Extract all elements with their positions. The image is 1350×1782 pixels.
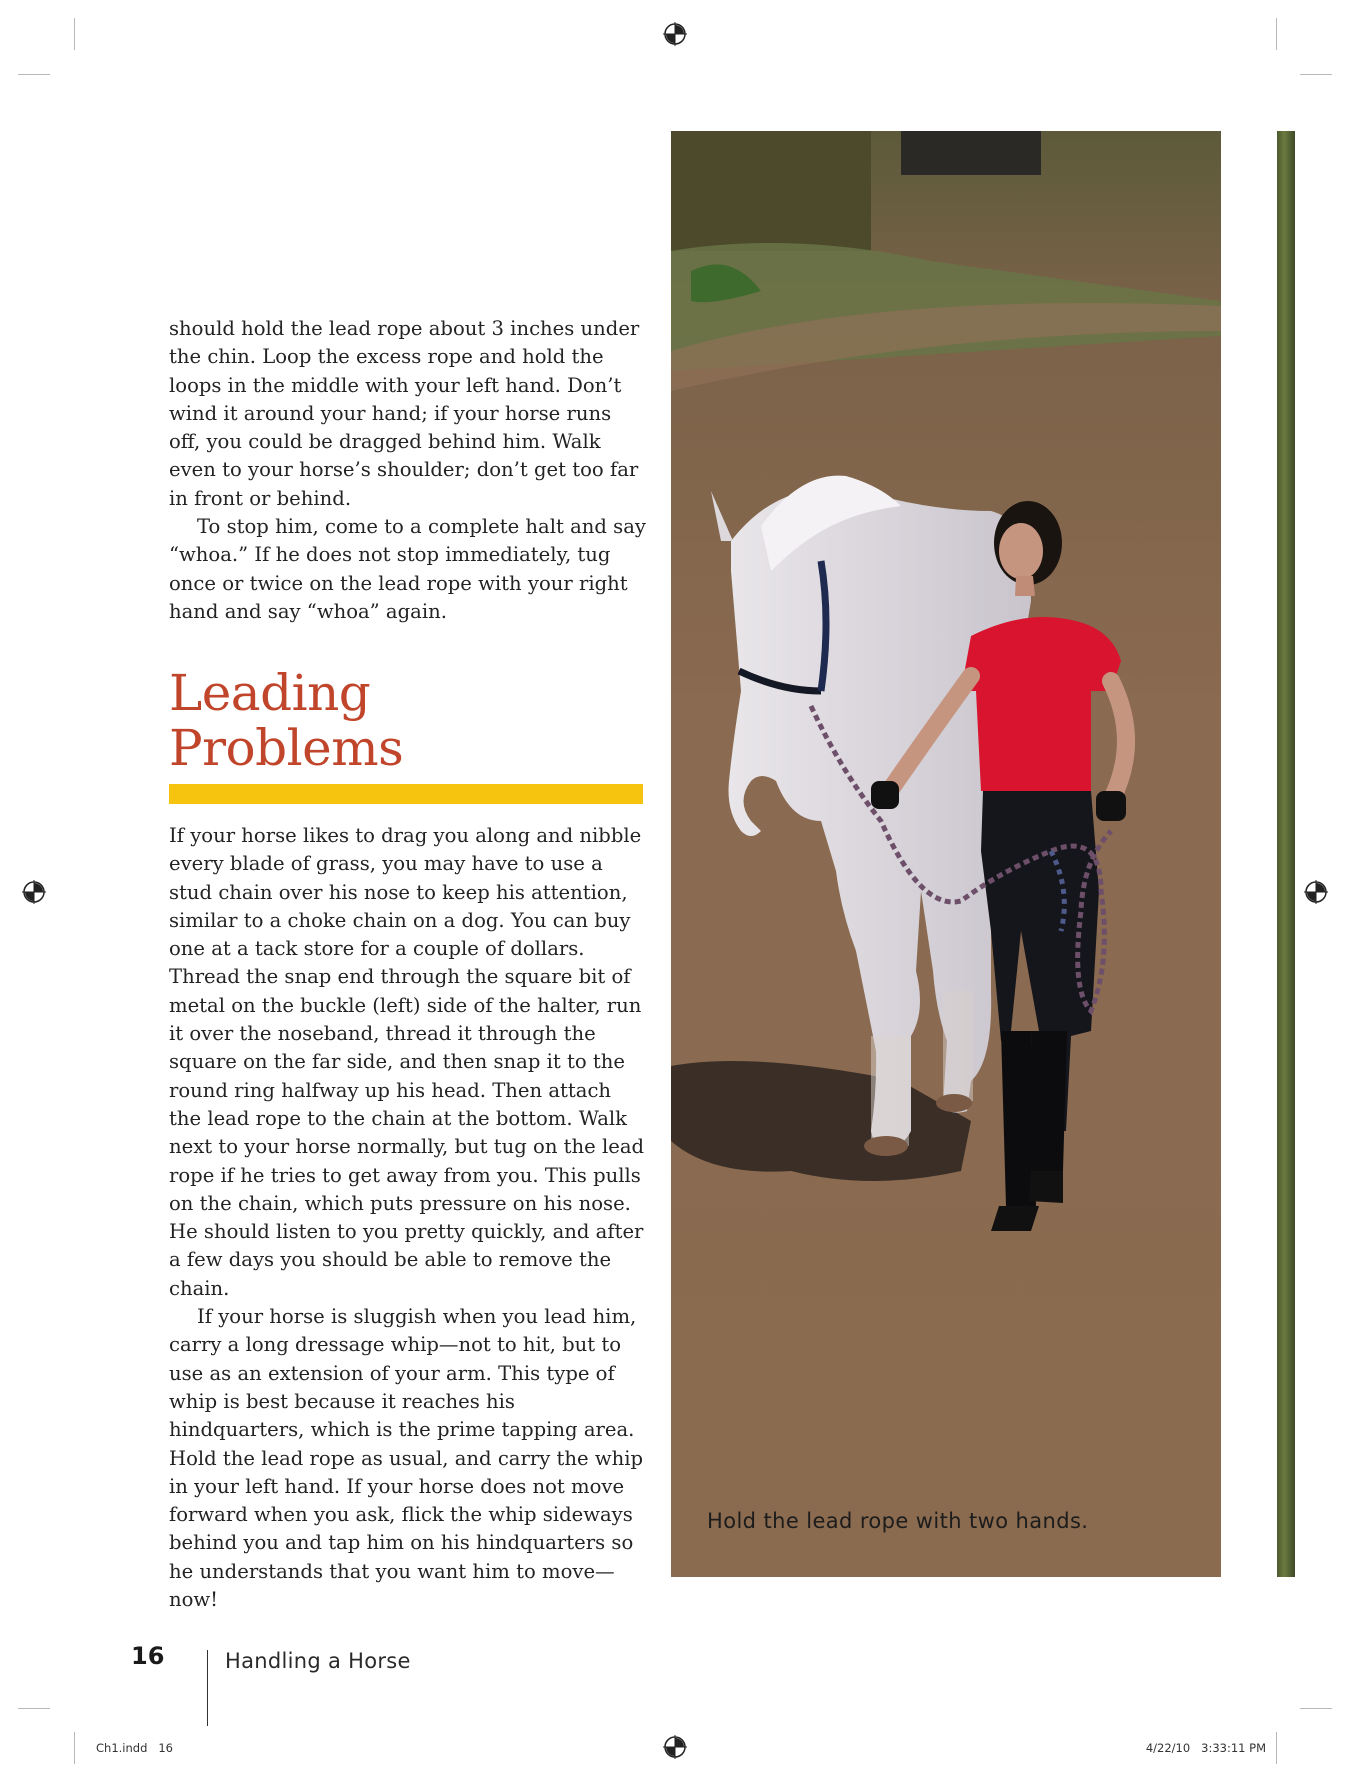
crop-mark (18, 1708, 50, 1709)
heading-underline-bar (169, 784, 643, 804)
slug-timestamp: 4/22/10 3:33:11 PM (1145, 1741, 1266, 1755)
section-heading (169, 666, 403, 776)
adjacent-photo-edge (1277, 131, 1295, 1577)
body-paragraph: should hold the lead rope about 3 inches under the chin. Loop the excess rope and hold the loops in the middle with your left hand. Don’t wind it around your hand; if your horse runs off, you could be dragged behind him. Walk even to your horse’s shoulder; don’t get too far in front or behind. (169, 317, 640, 510)
body-paragraph: If your horse likes to drag you along and nibble every blade of grass, you may have to use a stud chain over his nose to keep his attention, similar to a choke chain on a dog. You can buy one at a tack store for a couple of dollars. Thread the snap end through the square bit of metal on the buckle (left) side of the halter, run it over the noseband, thread it through the square on the far side, and then snap it to the round ring halfway up his head. Then attach the lead rope to the chain at the bottom. Walk next to your horse normally, but tug on the lead rope if he tries to get away from you. This pulls on the chain, which puts pressure on his nose. He should listen to you pretty quickly, and after a few days you should be able to remove the chain. (169, 824, 645, 1300)
heading-line: Problems (169, 719, 404, 777)
body-paragraph: If your horse is sluggish when you lead him, carry a long dressage whip—not to hit, but to use as an extension of your arm. This type of whip is best because it reaches his hindquarters, which is the prime tapping area. Hold the lead rope as usual, and carry the whip in your left hand. If your horse does not move forward when you ask, flick the whip sideways behind you and tap him on his hindquarters so he understands that you want him to move—now! (169, 1305, 644, 1612)
horse-leading-photo (671, 131, 1221, 1577)
photo-illustration (671, 131, 1221, 1577)
body-paragraph: To stop him, come to a complete halt and say “whoa.” If he does not stop immediately, tug once or twice on the lead rope with your right hand and say “whoa” again. (169, 515, 646, 623)
registration-mark-icon (663, 1735, 687, 1759)
heading-line: Leading (169, 664, 371, 722)
body-text-section (169, 822, 647, 1614)
registration-mark-icon (663, 22, 687, 46)
crop-mark (1276, 18, 1277, 50)
photo-caption: Hold the lead rope with two hands. (707, 1509, 1089, 1533)
registration-mark-icon (22, 880, 46, 904)
slug-filename: Ch1.indd 16 (96, 1741, 173, 1755)
registration-mark-icon (1304, 880, 1328, 904)
footer-divider (207, 1650, 208, 1726)
crop-mark (18, 74, 50, 75)
crop-mark (74, 18, 75, 50)
crop-mark (1276, 1732, 1277, 1764)
crop-mark (74, 1732, 75, 1764)
crop-mark (1300, 74, 1332, 75)
running-head: Handling a Horse (225, 1649, 411, 1673)
page-number: 16 (131, 1642, 165, 1670)
crop-mark (1300, 1708, 1332, 1709)
body-text-top (169, 315, 647, 626)
